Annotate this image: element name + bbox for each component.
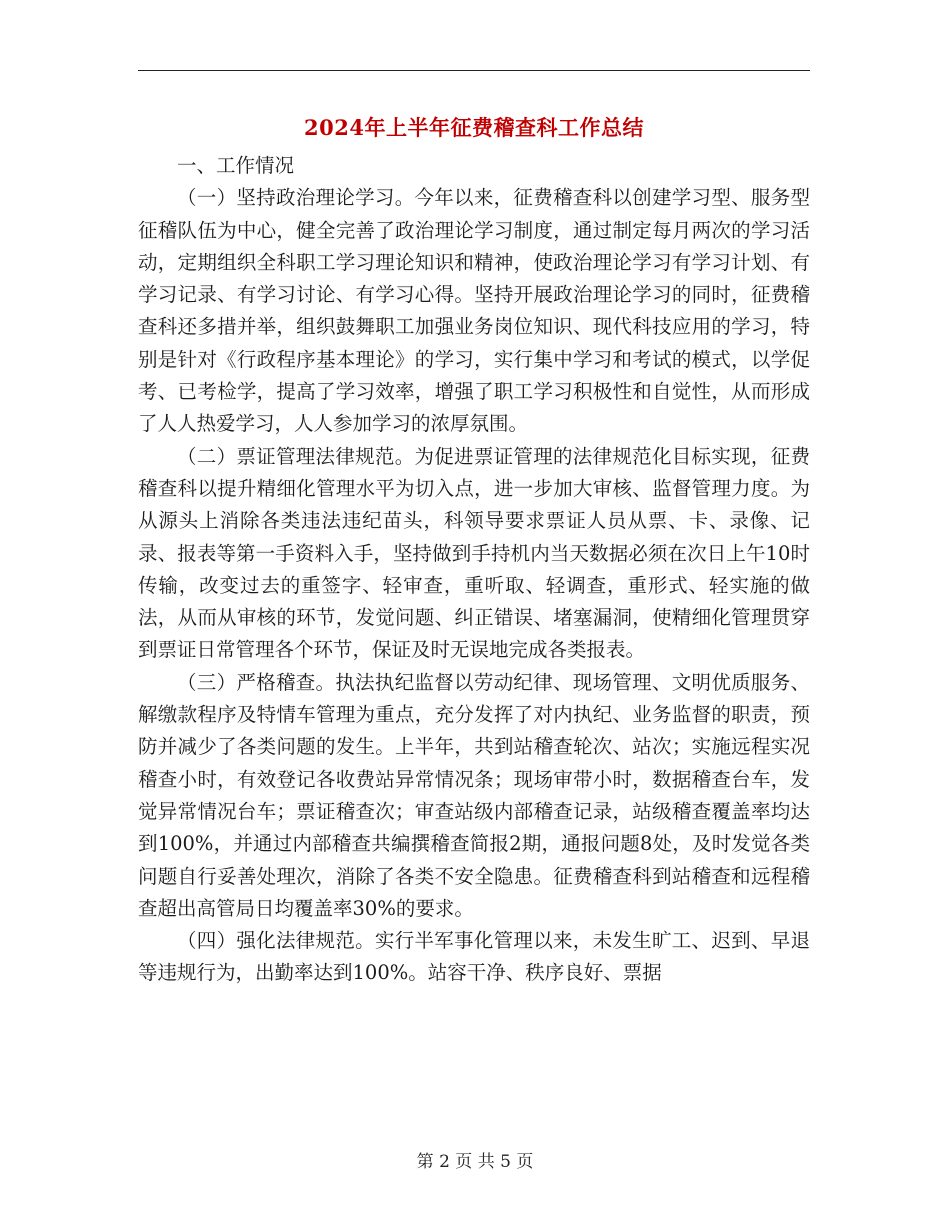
page-number-footer: 第 2 页 共 5 页 [416,1152,534,1172]
paragraph-2: （二）票证管理法律规范。为促进票证管理的法律规范化目标实现，征费稽查科以提升精细化管理水平为切入点，进一步加大审核、监督管理力度。为从源头上消除各类违法违纪苗头，科领导要求票证人员从票、卡、录像、记录、报表等第一手资料入手，坚持做到手持机内当天数据必须在次日上午10时传输，改变过去的重签字、轻审查，重听取、轻调查，重形式、轻实施的做法，从而从审核的环节，发觉问题、纠正错误、堵塞漏洞，使精细化管理贯穿到票证日常管理各个环节，保证及时无误地完成各类报表。 [138,444,810,662]
paragraph-1: （一）坚持政治理论学习。今年以来，征费稽查科以创建学习型、服务型征稽队伍为中心，健全完善了政治理论学习制度，通过制定每月两次的学习活动，定期组织全科职工学习理论知识和精神，使政治理论学习有学习计划、有学习记录、有学习讨论、有学习心得。坚持开展政治理论学习的同时，征费稽查科还多措并举，组织鼓舞职工加强业务岗位知识、现代科技应用的学习，特别是针对《行政程序基本理论》的学习，实行集中学习和考试的模式，以学促考、已考检学，提高了学习效率，增强了职工学习积极性和自觉性，从而形成了人人热爱学习，人人参加学习的浓厚氛围。 [138,186,810,436]
document-title: 2024年上半年征费稽查科工作总结 [304,115,644,140]
section-heading: 一、工作情况 [177,154,295,177]
paragraph-4: （四）强化法律规范。实行半军事化管理以来，未发生旷工、迟到、早退等违规行为，出勤率达到100%。站容干净、秩序良好、票据 [138,929,810,985]
header-rule [138,70,810,71]
document-body [138,150,810,990]
paragraph-3: （三）严格稽查。执法执纪监督以劳动纪律、现场管理、文明优质服务、解缴款程序及特情车管理为重点，充分发挥了对内执纪、业务监督的职责，预防并减少了各类问题的发生。上半年，共到站稽查轮次、站次；实施远程实况稽查小时，有效登记各收费站异常情况条；现场审带小时，数据稽查台车，发觉异常情况台车；票证稽查次；审查站级内部稽查记录，站级稽查覆盖率均达到100%，并通过内部稽查共编撰稽查简报2期，通报问题8处，及时发觉各类问题自行妥善处理次，消除了各类不安全隐患。征费稽查科到站稽查和远程稽查超出高管局日均覆盖率30%的要求。 [138,670,810,920]
